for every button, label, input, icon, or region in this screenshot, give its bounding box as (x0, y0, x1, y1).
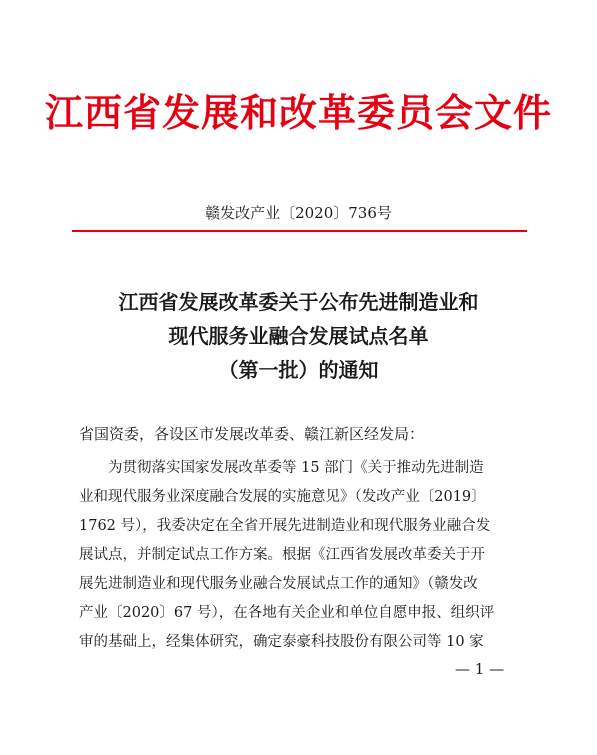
body-line: 业和现代服务业深度融合发展的实施意见》（发改产业〔2019〕 (79, 489, 486, 505)
page-number: — 1 — (455, 660, 505, 678)
notice-title-line: 江西省发展改革委关于公布先进制造业和 (118, 290, 479, 314)
red-divider (72, 230, 527, 232)
body-line: 展先进制造业和现代服务业融合发展试点工作的通知》（赣发改 (79, 576, 478, 592)
salutation: 省国资委，各设区市发展改革委、赣江新区经发局： (79, 425, 425, 443)
body-paragraph (79, 454, 529, 657)
notice-title-line: （第一批）的通知 (218, 358, 379, 382)
issuer-header: 江西省发展和改革委员会文件 (44, 90, 552, 135)
body-line: 展试点，并制定试点工作方案。根据《江西省发展改革委关于开 (79, 547, 485, 563)
body-line: 产业〔2020〕67 号），在各地有关企业和单位自愿申报、组织评 (79, 605, 495, 621)
body-line: 为贯彻落实国家发展改革委等 15 部门《关于推动先进制造 (108, 460, 484, 476)
body-line: 审的基础上，经集体研究，确定泰豪科技股份有限公司等 10 家 (79, 634, 484, 650)
document-number: 赣发改产业〔2020〕736号 (205, 204, 392, 222)
notice-title-line: 现代服务业融合发展试点名单 (168, 324, 429, 348)
notice-title (0, 285, 597, 387)
body-line: 1762 号），我委决定在全省开展先进制造业和现代服务业融合发 (79, 518, 491, 534)
